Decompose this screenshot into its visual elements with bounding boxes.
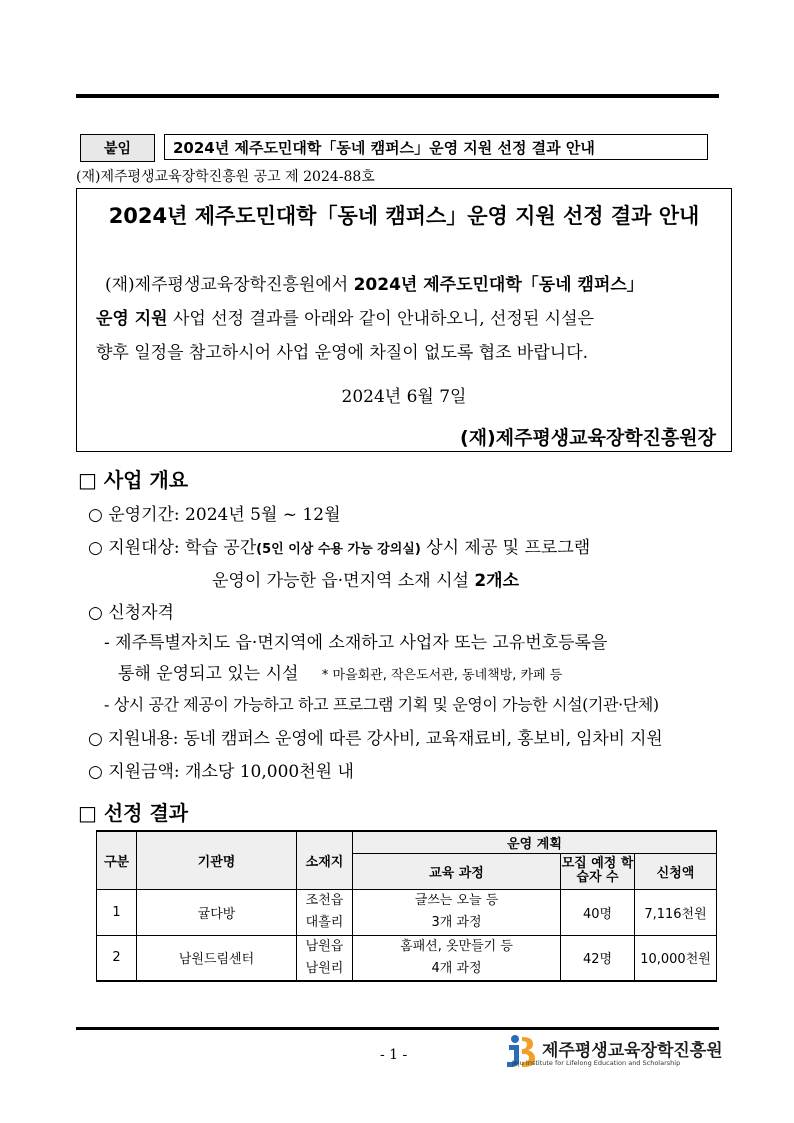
cell-learners: 42명 xyxy=(561,935,635,981)
cell-org: 귤다방 xyxy=(137,889,297,935)
issuer-name: (재)제주평생교육장학진흥원장 xyxy=(460,427,716,449)
cell-no: 2 xyxy=(97,935,137,981)
header-plan: 운영 계획 xyxy=(353,831,717,853)
header-course: 교육 과정 xyxy=(353,853,561,889)
eligibility-item-1-cont xyxy=(118,659,562,684)
cell-amount: 7,116천원 xyxy=(635,889,717,935)
target-bold-text: 2개소 xyxy=(474,571,520,591)
course-line: 4개 과정 xyxy=(431,960,482,976)
notice-text: (재)제주평생교육장학진흥원에서 xyxy=(105,275,354,295)
notice-paragraph-line-1 xyxy=(105,270,644,295)
cell-no: 1 xyxy=(97,889,137,935)
results-table xyxy=(96,830,717,982)
cell-location xyxy=(297,935,353,981)
cell-learners: 40명 xyxy=(561,889,635,935)
page-number: - 1 - xyxy=(380,1047,408,1063)
attachment-title: 2024년 제주도민대학「동네 캠퍼스」운영 지원 선정 결과 안내 xyxy=(164,134,708,160)
header-amount: 신청액 xyxy=(635,853,717,889)
eligibility-item-2: - 상시 공간 제공이 가능하고 하고 프로그램 기획 및 운영이 가능한 시설(기관·단체) xyxy=(104,695,659,714)
notice-paragraph-line-3: 향후 일정을 참고하시어 사업 운영에 차질이 없도록 협조 바랍니다. xyxy=(96,343,589,363)
overview-heading: □ 사업 개요 xyxy=(78,468,189,492)
header-learners: 모집 예정 학습자 수 xyxy=(561,853,635,889)
table-row xyxy=(97,889,717,935)
location-line: 조천읍 xyxy=(305,893,344,908)
overview-period: ○ 운영기간: 2024년 5월 ~ 12월 xyxy=(88,505,341,525)
location-line: 남원읍 xyxy=(305,938,344,954)
header-org: 기관명 xyxy=(137,831,297,889)
target-text: ○ 지원대상: 학습 공간 xyxy=(88,538,257,558)
notice-paragraph-line-2 xyxy=(96,304,594,329)
overview-eligibility: ○ 신청자격 xyxy=(88,603,174,623)
header-no: 구분 xyxy=(97,831,137,889)
table-row xyxy=(97,935,717,981)
target-text: 상시 제공 및 프로그램 xyxy=(420,538,591,558)
notice-bold-text: 운영 지원 xyxy=(96,309,168,329)
overview-target-cont xyxy=(212,566,519,591)
overview-amount: ○ 지원금액: 개소당 10,000천원 내 xyxy=(88,762,354,782)
course-line: 글쓰는 오늘 등 xyxy=(414,893,499,908)
notice-text: 사업 선정 결과를 아래와 같이 안내하오니, 선정된 시설은 xyxy=(167,309,594,329)
header-location: 소재지 xyxy=(297,831,353,889)
cell-org: 남원드림센터 xyxy=(137,935,297,981)
overview-target xyxy=(88,533,590,558)
target-bold-text: (5인 이상 수용 가능 강의실) xyxy=(256,542,421,557)
overview-content: ○ 지원내용: 동네 캠퍼스 운영에 따른 강사비, 교육재료비, 홍보비, 임차비 지원 xyxy=(88,729,663,749)
location-line: 대흘리 xyxy=(305,915,344,930)
cell-location xyxy=(297,889,353,935)
cell-course xyxy=(353,935,561,981)
institute-logo-name: 제주평생교육장학진흥원 xyxy=(542,1041,723,1061)
notice-bold-text: 2024년 제주도민대학「동네 캠퍼스」 xyxy=(353,275,644,295)
institute-logo-subtitle: Jeju Institute for Lifelong Education and Scholarship xyxy=(512,1059,681,1067)
cell-course xyxy=(353,889,561,935)
top-rule xyxy=(76,94,719,98)
notice-title: 2024년 제주도민대학「동네 캠퍼스」운영 지원 선정 결과 안내 xyxy=(108,204,700,228)
location-line: 남원리 xyxy=(305,960,344,976)
eligibility-note: * 마을회관, 작은도서관, 동네책방, 카페 등 xyxy=(321,668,563,683)
course-line: 3개 과정 xyxy=(431,915,482,930)
course-line: 홈패션, 옷만들기 등 xyxy=(400,938,513,954)
cell-amount: 10,000천원 xyxy=(635,935,717,981)
notice-number: (재)제주평생교육장학진흥원 공고 제 2024-88호 xyxy=(76,169,375,185)
target-text: 운영이 가능한 읍·면지역 소재 시설 xyxy=(212,571,475,591)
attachment-label: 붙임 xyxy=(80,134,155,162)
results-heading: □ 선정 결과 xyxy=(78,801,189,825)
bottom-rule xyxy=(76,1027,719,1030)
eligibility-item-1: - 제주특별자치도 읍·면지역에 소재하고 사업자 또는 고유번호등록을 xyxy=(104,633,608,653)
eligibility-text: 통해 운영되고 있는 시설 xyxy=(118,664,299,684)
notice-date: 2024년 6월 7일 xyxy=(341,387,467,407)
